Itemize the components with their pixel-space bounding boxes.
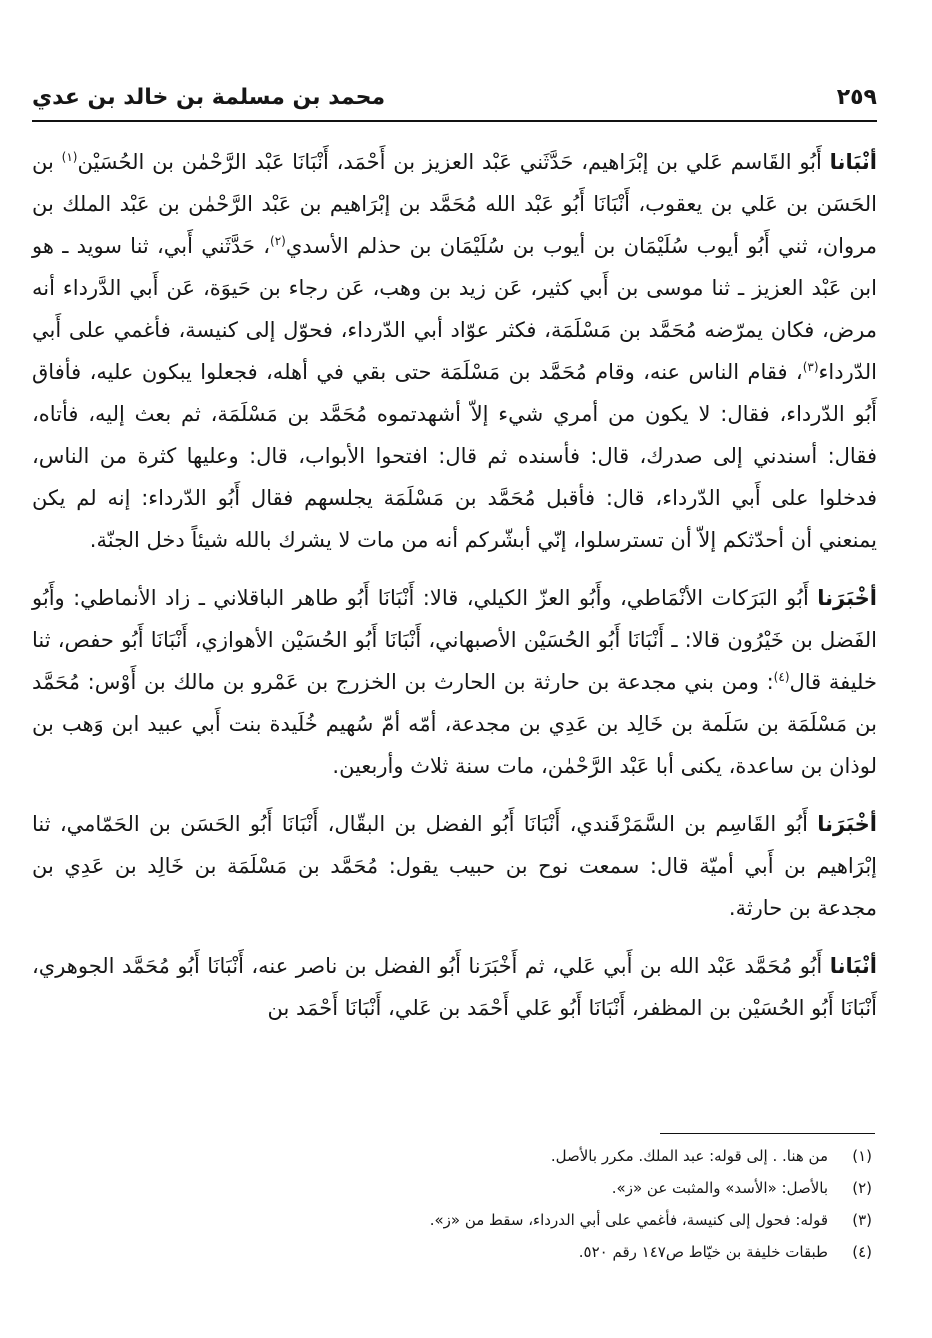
footnote-ref: (٢) <box>270 234 286 248</box>
footnote-text: من هنا. . إلى قوله: عبد الملك. مكرر بالأصل. <box>550 1147 828 1165</box>
footnote-number: (٢) <box>852 1179 872 1197</box>
paragraph-lead: أخْبَرَنا <box>817 812 877 836</box>
footnote-text: طبقات خليفة بن خيّاط ص١٤٧ رقم ٥٢٠. <box>578 1243 828 1261</box>
paragraph-text: أَبُو القَاسم عَلي بن إبْرَاهيم، حَدَّثَني عَبْد العزيز بن أَحْمَد، أَنْبَانَا عَبْد الرَّحْمٰن بن الحُسَيْن <box>77 150 830 174</box>
paragraph-text: ، فقام الناس عنه، وقام مُحَمَّد بن مَسْلَمَة حتى بقي في أهله، فجعلوا يبكون عليه، فأفاق أَبُو الدّرداء، فقال: لا يكون من أمري شيء إلاّ أشهدتموه مُحَمَّد بن مَسْلَمَة، ثم بعث إليه، فأتاه، فقال: أسندني إلى صدرك، قال: فأسنده ثم قال: افتحوا الأبواب، قال: وعليها كثرة من الناس، فدخلوا على أَبي الدّرداء، قال: فأقبل مُحَمَّد بن مَسْلَمَة يجلسهم فقال أَبُو الدّرداء: إنه لم يكن يمنعني أن أحدّثكم إلاّ أن تسترسلوا، إنّي أبشّركم أنه من مات لا يشرك بالله شيئاً دخل الجنّة. <box>32 360 877 552</box>
footnote-text: بالأصل: «الأسد» والمثبت عن «ز». <box>611 1179 828 1197</box>
paragraph-text: أَبُو البَرَكات الأنْمَاطي، وأَبُو العزّ الكيلي، قالا: أَنْبَانَا أَبُو طاهر الباقلاني ـ زاد الأنماطي: وأَبُو الفَضل بن خَيْرُون قالا: ـ أَنْبَانَا أَبُو الحُسَيْن الأصبهاني، أَنْبَانَا أَبُو الحُسَيْن الأهوازي، أَنْبَانَا أَبُو حفص، ثنا خليفة قال <box>32 586 877 694</box>
footnote-item <box>32 1236 872 1268</box>
footnote-item <box>32 1172 872 1204</box>
paragraph-4 <box>32 945 877 1029</box>
footnote-text: قوله: فحول إلى كنيسة، فأغمي على أبي الدرداء، سقط من «ز». <box>429 1211 828 1229</box>
footnote-number: (٣) <box>852 1211 872 1229</box>
paragraph-lead: أخْبَرَنا <box>817 586 877 610</box>
paragraph-text: : ومن بني مجدعة بن حارثة بن الحارث بن الخزرج بن عَمْرو بن مالك بن أَوْس: مُحَمَّد بن مَسْلَمَة بن سَلَمة بن خَالِد بن عَدِي بن مجدعة، أمّه أمّ سُهيم خُلَيدة بنت أَبي عبيد ابن وَهب بن لوذان بن ساعدة، يكنى أبا عَبْد الرَّحْمٰن، مات سنة ثلاث وأربعين. <box>32 670 877 778</box>
footnote-number: (٤) <box>852 1243 872 1261</box>
footnote-separator <box>660 1133 875 1134</box>
footnote-number: (١) <box>852 1147 872 1165</box>
paragraph-text: أَبُو القَاسِم بن السَّمَرْقَندي، أَنْبَانَا أَبُو الفضل بن البقّال، أَنْبَانَا أَبُو الحَسَن بن الحَمّامي، ثنا إبْرَاهيم بن أَبي أميّة قال: سمعت نوح بن حبيب يقول: مُحَمَّد بن مَسْلَمَة بن خَالِد بن عَدِي بن مجدعة بن حارثة. <box>32 812 877 920</box>
footnote-item <box>32 1140 872 1172</box>
footnotes <box>32 1140 872 1268</box>
paragraph-text: بن الحَسَن بن عَلي بن يعقوب، أَنْبَانَا أَبُو عَبْد الله مُحَمَّد بن إبْرَاهيم بن عَبْد الرَّحْمٰن بن عَبْد الملك بن مروان، ثني أَبُو أيوب سُلَيْمَان بن أيوب بن سُلَيْمَان بن حذلم الأسدي <box>32 150 877 258</box>
paragraph-2 <box>32 577 877 787</box>
paragraph-lead: أنْبَانا <box>829 954 877 978</box>
footnote-ref: (١) <box>61 150 78 164</box>
main-text <box>32 141 877 1045</box>
paragraph-3 <box>32 803 877 929</box>
paragraph-text: أَبُو مُحَمَّد عَبْد الله بن أَبي عَلي، ثم أَخْبَرَنا أَبُو الفضل بن ناصر عنه، أَنْبَانَا أَبُو مُحَمَّد الجوهري، أَنْبَانَا أَبُو الحُسَيْن بن المظفر، أَنْبَانَا أَبُو عَلي أَحْمَد بن عَلي، أَنْبَانَا أَحْمَد بن <box>32 954 877 1020</box>
running-title: محمد بن مسلمة بن خالد بن عدي <box>32 84 386 110</box>
page-header <box>32 74 877 122</box>
paragraph-lead: أنْبَانا <box>829 150 877 174</box>
paragraph-text: ، حَدَّثَني أَبي، ثنا سويد ـ هو ابن عَبْد العزيز ـ ثنا موسى بن أَبي كثير، عَن زيد بن وهب، عَن رجاء بن حَيوَة، عَن أَبي الدَّرداء أنه مرض، فكان يمرّضه مُحَمَّد بن مَسْلَمَة، فكثر عوّاد أبي الدّرداء، فحوّل إلى كنيسة، فأغمي على أَبي الدّرداء <box>32 234 877 384</box>
page-number: ٢٥٩ <box>836 84 877 110</box>
paragraph-1 <box>32 141 877 561</box>
footnote-item <box>32 1204 872 1236</box>
footnote-ref: (٤) <box>773 670 790 684</box>
footnote-ref: (٣) <box>802 360 819 374</box>
